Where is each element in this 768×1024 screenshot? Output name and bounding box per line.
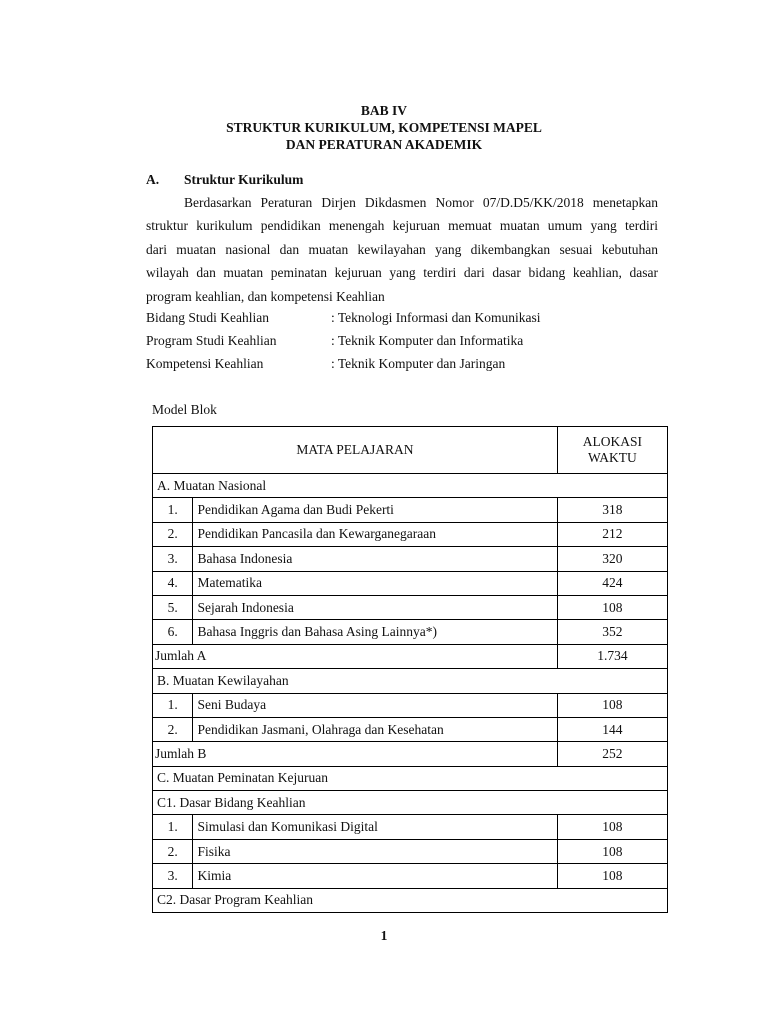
allocation-value: 352 (557, 620, 667, 644)
section-heading (146, 172, 303, 188)
info-value: : Teknologi Informasi dan Komunikasi (331, 310, 541, 325)
header-allocation (557, 427, 667, 474)
table-row (153, 864, 668, 888)
subject-name: Pendidikan Agama dan Budi Pekerti (193, 498, 557, 522)
subject-name: Matematika (193, 571, 557, 595)
subject-name: Simulasi dan Komunikasi Digital (193, 815, 557, 839)
allocation-value: 320 (557, 547, 667, 571)
allocation-value: 108 (557, 815, 667, 839)
table-row (153, 620, 668, 644)
allocation-value: 144 (557, 717, 667, 741)
group-row: C. Muatan Peminatan Kejuruan (153, 766, 668, 790)
info-value: : Teknik Komputer dan Jaringan (331, 356, 506, 371)
table-row (153, 522, 668, 546)
sum-value: 1.734 (557, 644, 667, 668)
subgroup-row: C2. Dasar Program Keahlian (153, 888, 668, 912)
chapter-title-line2: DAN PERATURAN AKADEMIK (285, 137, 483, 152)
table-row (153, 498, 668, 522)
subject-name: Sejarah Indonesia (193, 595, 557, 619)
table-row (153, 693, 668, 717)
table-header-row (153, 427, 668, 474)
row-number: 1. (153, 693, 193, 717)
allocation-value: 424 (557, 571, 667, 595)
sum-value: 252 (557, 742, 667, 766)
sum-row (153, 644, 668, 668)
row-number: 4. (153, 571, 193, 595)
sum-label: Jumlah B (153, 742, 558, 766)
info-label: Program Studi Keahlian (146, 333, 277, 348)
subject-name: Bahasa Indonesia (193, 547, 557, 571)
group-row: A. Muatan Nasional (153, 474, 668, 498)
table-row (153, 595, 668, 619)
header-alloc-line1: ALOKASI (582, 434, 643, 449)
section-title: Struktur Kurikulum (184, 172, 304, 187)
group-row: B. Muatan Kewilayahan (153, 669, 668, 693)
allocation-value: 108 (557, 595, 667, 619)
row-number: 5. (153, 595, 193, 619)
intro-paragraph (146, 191, 658, 308)
allocation-value: 108 (557, 839, 667, 863)
row-number: 3. (153, 864, 193, 888)
chapter-title-line1: STRUKTUR KURIKULUM, KOMPETENSI MAPEL (226, 120, 542, 135)
model-label: Model Blok (152, 402, 217, 417)
row-number: 3. (153, 547, 193, 571)
row-number: 1. (153, 815, 193, 839)
row-number: 2. (153, 522, 193, 546)
page-number: 1 (380, 928, 388, 943)
subject-name: Fisika (193, 839, 557, 863)
table-row (153, 815, 668, 839)
row-number: 1. (153, 498, 193, 522)
paragraph-line: program keahlian, dan kompetensi Keahlian (146, 288, 385, 304)
allocation-value: 108 (557, 864, 667, 888)
sum-label: Jumlah A (153, 644, 558, 668)
table-row (153, 839, 668, 863)
subject-name: Bahasa Inggris dan Bahasa Asing Lainnya*) (193, 620, 557, 644)
table-row (153, 547, 668, 571)
subject-name: Pendidikan Pancasila dan Kewarganegaraan (193, 522, 557, 546)
info-value: : Teknik Komputer dan Informatika (331, 333, 524, 348)
paragraph-line: Berdasarkan Peraturan Dirjen Dikdasmen Nomor 07/D.D5/KK/2018 menetapkan (184, 195, 658, 210)
curriculum-table (152, 426, 668, 913)
subgroup-row: C1. Dasar Bidang Keahlian (153, 791, 668, 815)
allocation-value: 212 (557, 522, 667, 546)
sum-row (153, 742, 668, 766)
info-label: Bidang Studi Keahlian (146, 310, 269, 325)
row-number: 6. (153, 620, 193, 644)
subject-name: Seni Budaya (193, 693, 557, 717)
allocation-value: 108 (557, 693, 667, 717)
subject-name: Pendidikan Jasmani, Olahraga dan Kesehatan (193, 717, 557, 741)
table-row (153, 717, 668, 741)
paragraph-line: dari muatan nasional dan muatan kewilayahan yang dikembangkan sesuai kebutuhan (146, 241, 658, 257)
subject-name: Kimia (193, 864, 557, 888)
header-subject: MATA PELAJARAN (153, 427, 558, 474)
paragraph-line: wilayah dan muatan peminatan kejuruan yang terdiri dari dasar bidang keahlian, dasar (146, 265, 658, 281)
section-letter: A. (146, 172, 160, 187)
info-label: Kompetensi Keahlian (146, 356, 264, 371)
chapter-heading: BAB IV (360, 103, 408, 118)
row-number: 2. (153, 717, 193, 741)
paragraph-line: struktur kurikulum pendidikan menengah kejuruan memuat muatan umum yang terdiri (146, 218, 658, 234)
header-alloc-line2: WAKTU (588, 450, 637, 465)
table-row (153, 571, 668, 595)
row-number: 2. (153, 839, 193, 863)
allocation-value: 318 (557, 498, 667, 522)
